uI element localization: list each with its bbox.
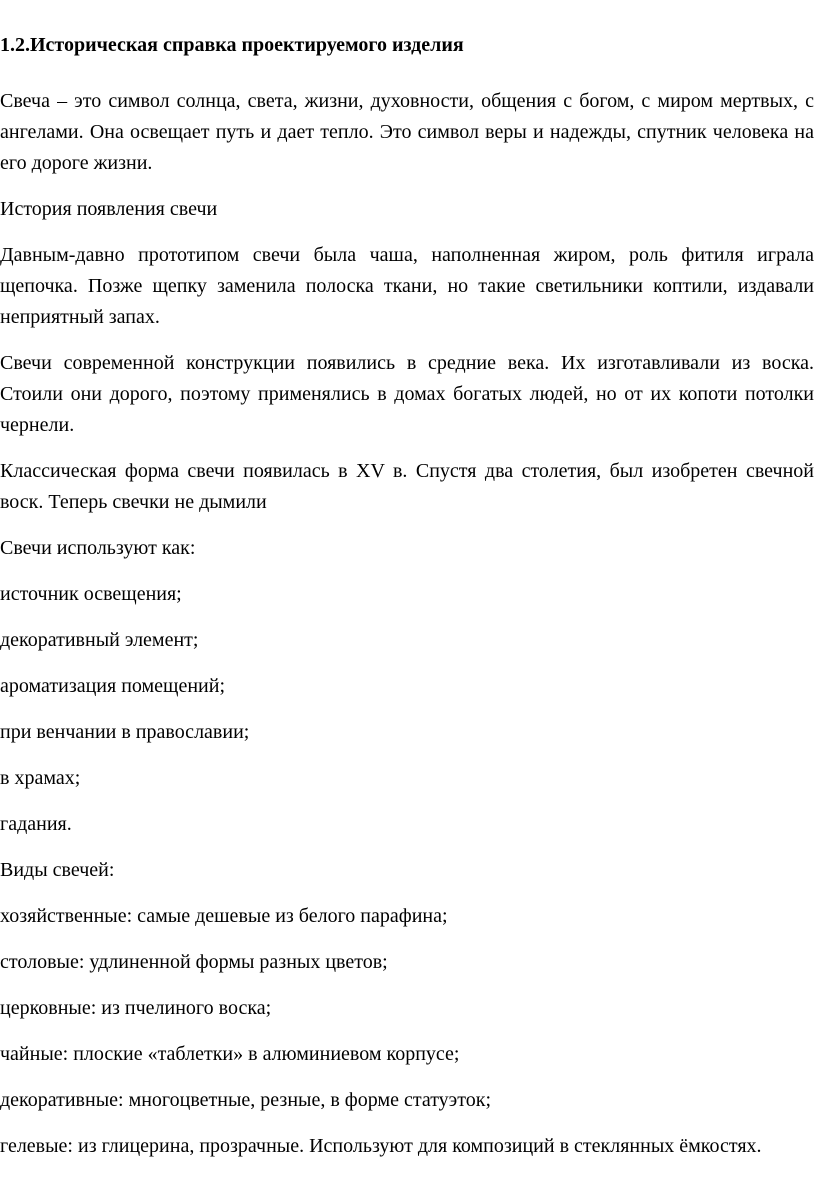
intro-paragraph: Свеча – это символ солнца, света, жизни, духовности, общения с богом, с миром мертвых, с ангелами. Она освещает путь и дает тепло. Это символ веры и надежды, спутник человека на его дороге жизни.	[0, 90, 814, 174]
uses-heading: Свечи используют как:	[0, 537, 196, 559]
list-item: декоративный элемент;	[0, 629, 199, 651]
list-item: декоративные: многоцветные, резные, в форме статуэток;	[0, 1089, 492, 1111]
paragraph: Давным-давно прототипом свечи была чаша, наполненная жиром, роль фитиля играла щепочка. Позже щепку заменила полоска ткани, но такие светильники коптили, издавали неприятный запах.	[0, 244, 814, 328]
list-item: в храмах;	[0, 767, 81, 789]
list-item: источник освещения;	[0, 583, 182, 605]
list-item: при венчании в православии;	[0, 721, 250, 743]
subheading-history: История появления свечи	[0, 198, 218, 220]
list-item: столовые: удлиненной формы разных цветов;	[0, 951, 388, 973]
list-item: ароматизация помещений;	[0, 675, 225, 697]
list-item: церковные: из пчелиного воска;	[0, 997, 272, 1019]
list-item: гелевые: из глицерина, прозрачные. Используют для композиций в стеклянных ёмкостях.	[0, 1135, 762, 1157]
section-heading: 1.2.Историческая справка проектируемого изделия	[0, 34, 464, 56]
paragraph: Классическая форма свечи появилась в XV в. Спустя два столетия, был изобретен свечной воск. Теперь свечки не дымили	[0, 460, 814, 513]
list-item: чайные: плоские «таблетки» в алюминиевом корпусе;	[0, 1043, 460, 1065]
list-item: гадания.	[0, 813, 72, 835]
types-heading: Виды свечей:	[0, 859, 115, 881]
list-item: хозяйственные: самые дешевые из белого парафина;	[0, 905, 448, 927]
paragraph: Свечи современной конструкции появились в средние века. Их изготавливали из воска. Стоили они дорого, поэтому применялись в домах богатых людей, но от их копоти потолки чернели.	[0, 352, 814, 436]
